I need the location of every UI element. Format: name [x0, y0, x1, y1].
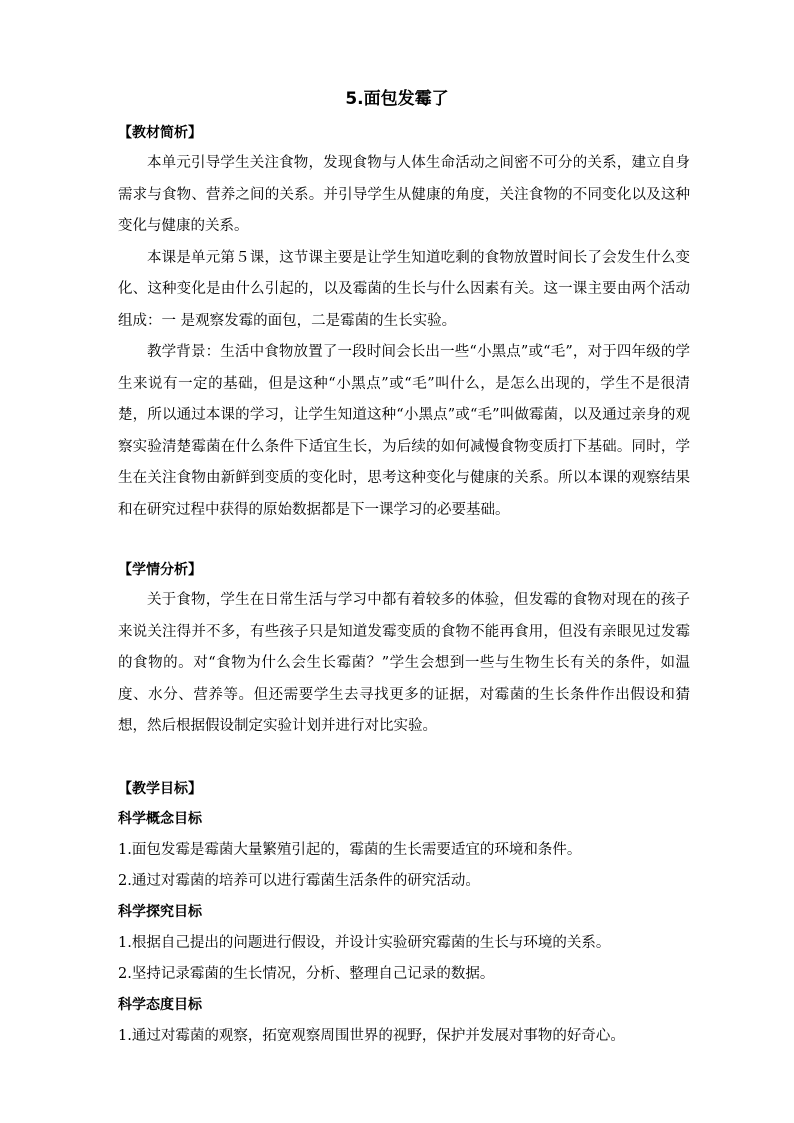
inquiry-goals-title: 科学探究目标 [118, 904, 202, 920]
goals-body [118, 804, 690, 1052]
analysis-heading: 【教材简析】 [118, 125, 202, 141]
attitude-goals-title: 科学态度目标 [118, 997, 202, 1013]
analysis-paragraph-3: 教学背景：生活中食物放置了一段时间会长出一些“小黑点”或“毛”，对于四年级的学生来说有一定的基础，但是这种“小黑点”或“毛”叫什么，是怎么出现的，学生不是很清楚，所以通过本课的学习，让学生知道这种“小黑点”或“毛”叫做霉菌，以及通过亲身的观察实验清楚霉菌在什么条件下适宜生长，为后续的如何减慢食物变质打下基础。同时，学生在关注食物由新鲜到变质的变化时，思考这种变化与健康的关系。所以本课的观察结果和在研究过程中获得的原始数据都是下一课学习的必要基础。 [118, 344, 690, 518]
goals-heading: 【教学目标】 [118, 781, 202, 797]
page-title: 5.面包发霉了 [345, 89, 449, 109]
concept-goal-item-2: 2.通过对霉菌的培养可以进行霉菌生活条件的研究活动。 [118, 873, 480, 889]
students-heading: 【学情分析】 [118, 562, 202, 578]
analysis-paragraph-2: 本课是单元第５课，这节课主要是让学生知道吃剩的食物放置时间长了会发生什么变化、这种变化是由什么引起的，以及霉菌的生长与什么因素有关。这一课主要由两个活动组成：一 是观察发霉的面包，二是霉菌的生长实验。 [118, 249, 690, 329]
students-section [118, 560, 690, 580]
students-paragraph: 关于食物，学生在日常生活与学习中都有着较多的体验，但发霉的食物对现在的孩子来说关注得并不多，有些孩子只是知道发霉变质的食物不能再食用，但没有亲眼见过发霉的食物的。对“食物为什么会生长霉菌？”学生会想到一些与生物生长有关的条件，如温度、水分、营养等。但还需要学生去寻找更多的证据，对霉菌的生长条件作出假设和猜想，然后根据假设制定实验计划并进行对比实验。 [118, 592, 690, 734]
analysis-section [118, 123, 690, 143]
concept-goals-title: 科学概念目标 [118, 811, 202, 827]
analysis-paragraph-1: 本单元引导学生关注食物，发现食物与人体生命活动之间密不可分的关系，建立自身需求与食物、营养之间的关系。并引导学生从健康的角度，关注食物的不同变化以及这种变化与健康的关系。 [118, 155, 690, 234]
inquiry-goal-item-1: 1.根据自己提出的问题进行假设，并设计实验研究霉菌的生长与环境的关系。 [118, 935, 611, 951]
analysis-body [118, 148, 690, 526]
students-body [118, 585, 690, 743]
concept-goal-item-1: 1.面包发霉是霉菌大量繁殖引起的，霉菌的生长需要适宜的环境和条件。 [118, 842, 582, 858]
inquiry-goal-item-2: 2.坚持记录霉菌的生长情况，分析、整理自己记录的数据。 [118, 966, 495, 982]
goals-section [118, 779, 690, 799]
attitude-goal-item-1: 1.通过对霉菌的观察，拓宽观察周围世界的视野，保护并发展对事物的好奇心。 [118, 1028, 625, 1044]
